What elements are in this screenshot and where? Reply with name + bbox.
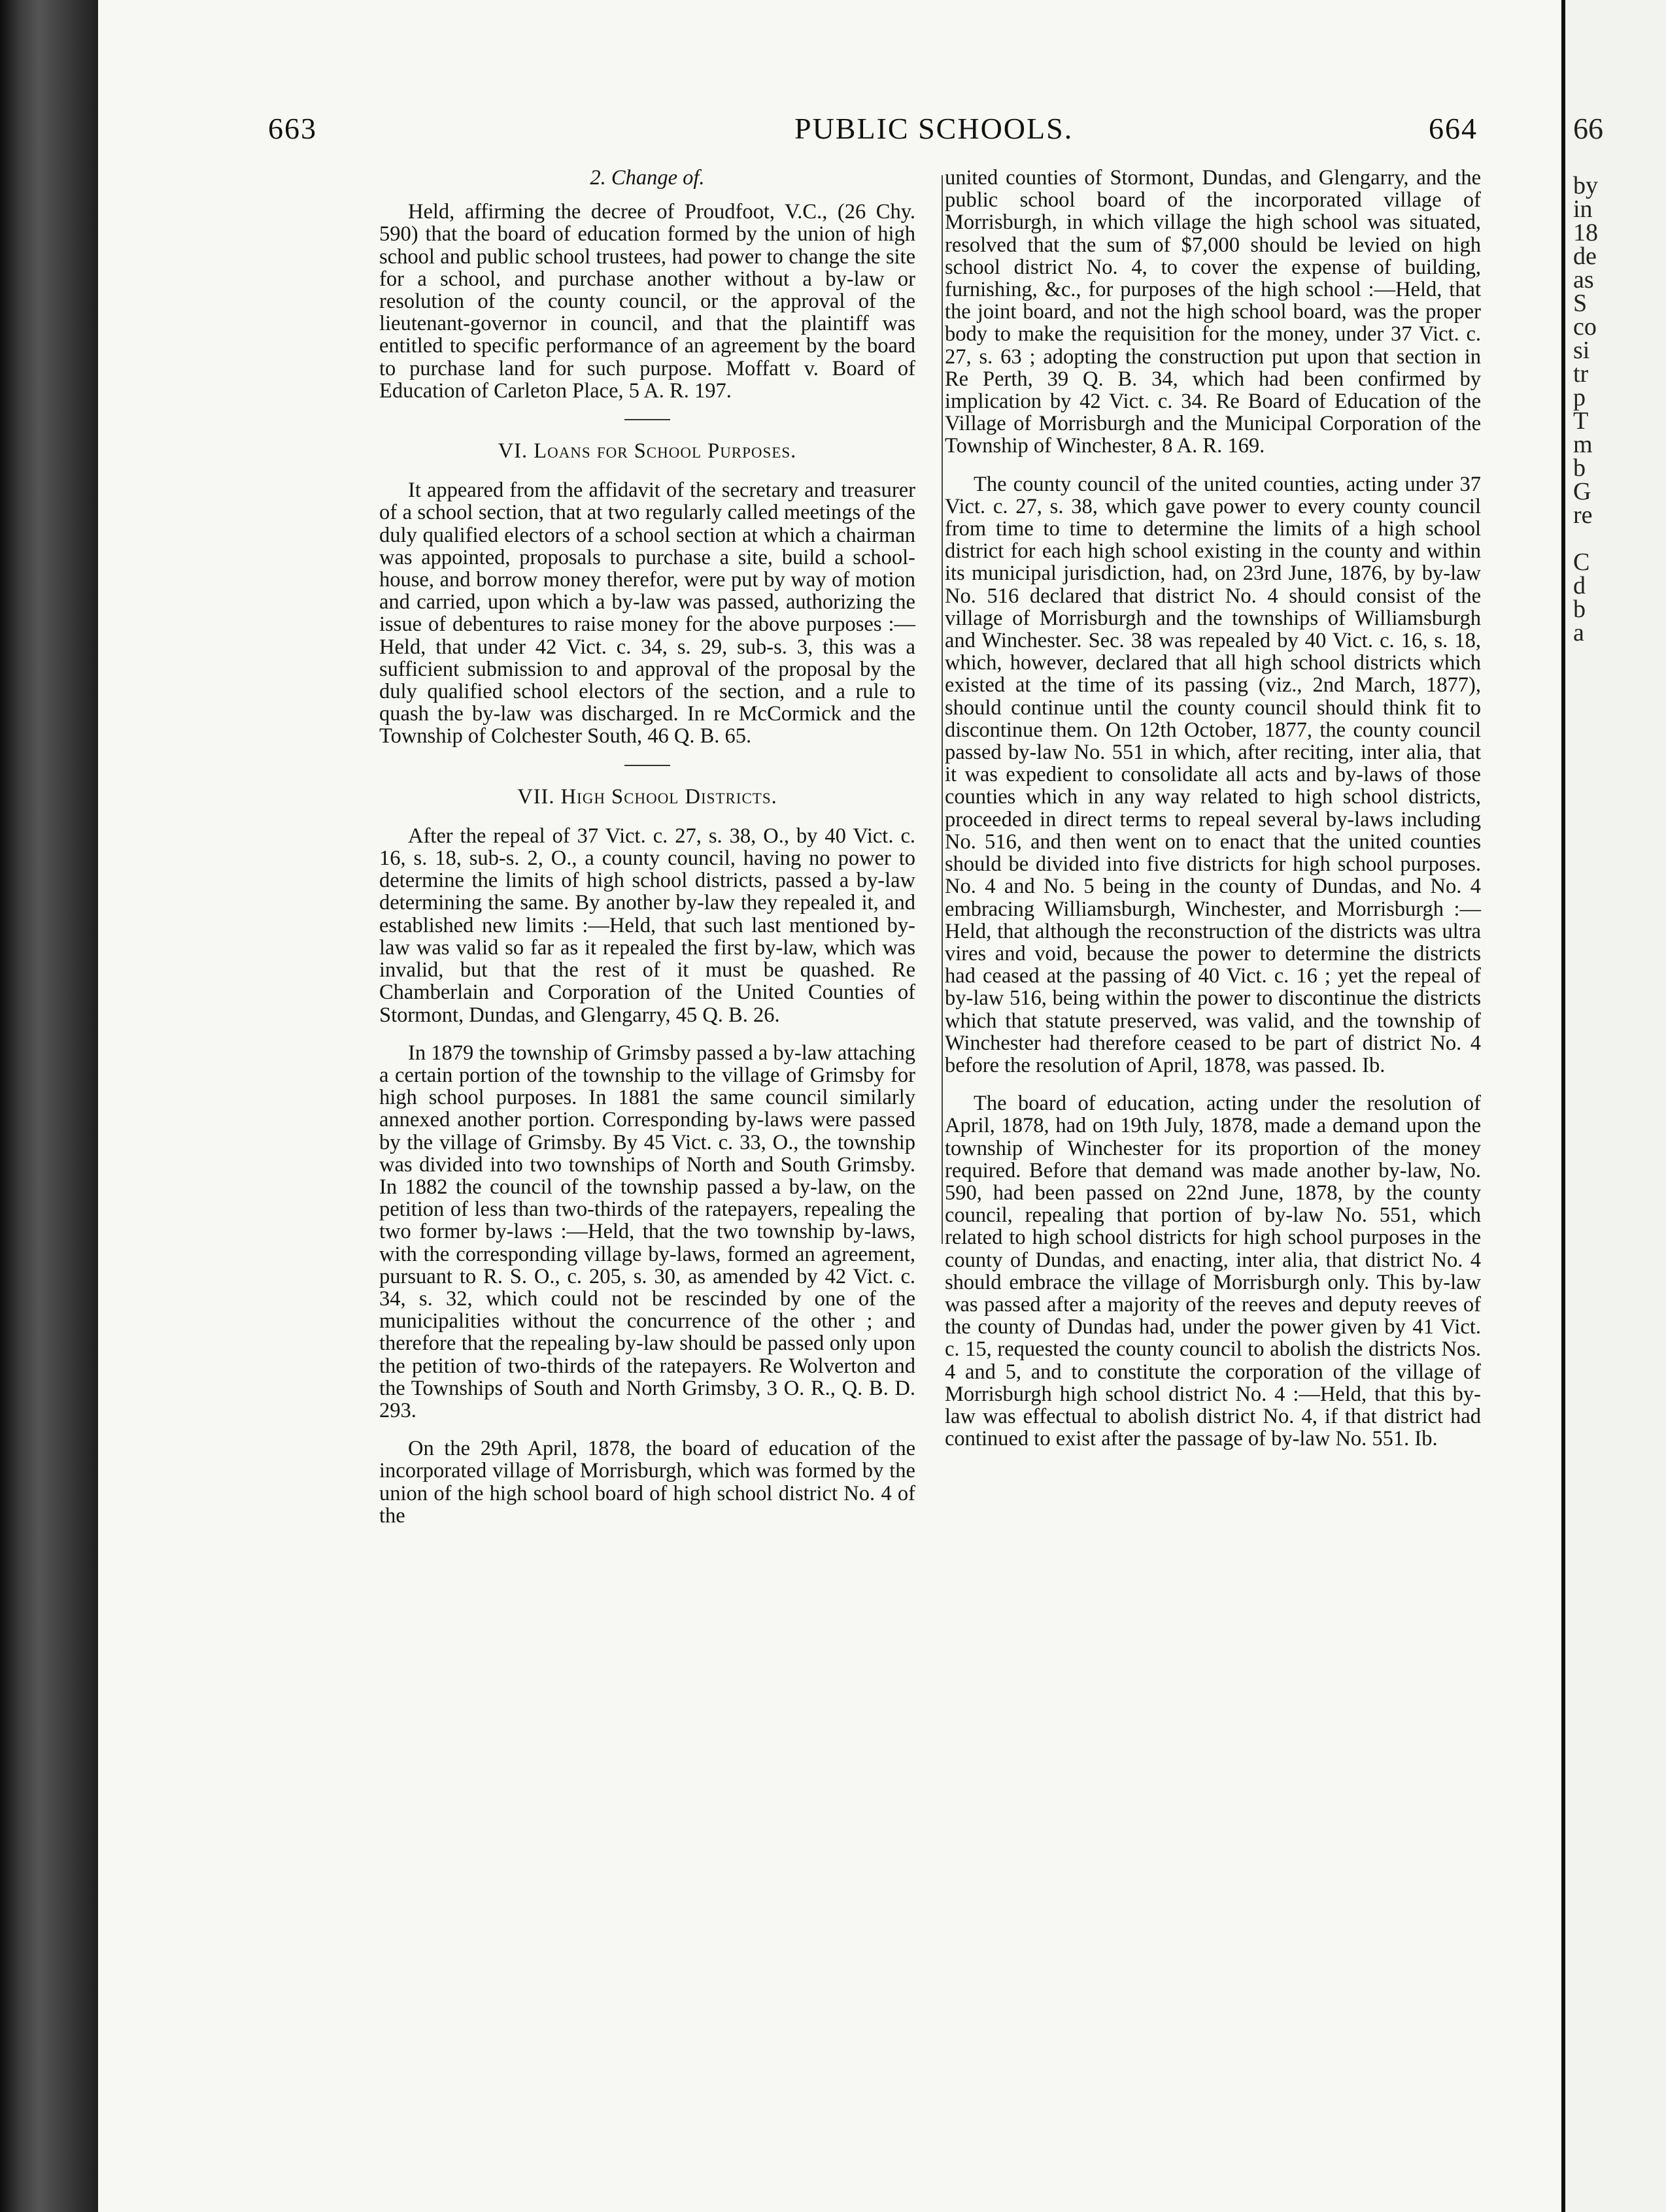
section-divider bbox=[624, 419, 670, 420]
edge-fragment: d bbox=[1573, 572, 1586, 599]
paragraph-board-of-education: The board of education, acting under the resolution of April, 1878, had on 19th July, 1878, made a demand upon the township of Winchester for its proportion of the money required. Before that demand was made another by-law, No. 590, had been passed on 22nd June, 1878, by the county council, repealing that portion of by-law No. 551, which related to high school districts for high school purposes in the county of Dundas, and enacting, inter alia, that district No. 4 should embrace the village of Morrisburgh only. This by-law was passed after a majority of the reeves and deputy reeves of the county of Dundas had, under the power given by 41 Vict. c. 15, requested the county council to abolish the districts Nos. 4 and 5, and to constitute the corporation of the village of Morrisburgh high school district No. 4 :—Held, that this by-law was effectual to abolish district No. 4, if that district had continued to exist after the passage of by-law No. 551. Ib. bbox=[945, 1092, 1481, 1451]
paragraph-mccormick: It appeared from the affidavit of the secretary and treasurer of a school section, that at two regularly called meetings of the duly qualified electors of a school section at which a chairman was appointed, proposals to purchase a site, build a school-house, and borrow money therefor, were put by way of motion and carried, upon which a by-law was passed, authorizing the issue of debentures to raise money for the above purposes :—Held, that under 42 Vict. c. 34, s. 29, sub-s. 3, this was a sufficient submission to and approval of the proposal by the duly qualified school electors of the section, and a rule to quash the by-law was discharged. In re McCormick and the Township of Colchester South, 46 Q. B. 65. bbox=[379, 478, 915, 748]
left-text-column bbox=[379, 167, 915, 1543]
next-page-number-fragment: 66 bbox=[1573, 112, 1603, 145]
edge-fragment: co bbox=[1573, 313, 1597, 341]
edge-fragment: in bbox=[1573, 195, 1593, 223]
column-rule bbox=[942, 175, 943, 1244]
running-head-title: PUBLIC SCHOOLS. bbox=[794, 112, 1074, 145]
subheading-change-of: 2. Change of. bbox=[590, 166, 705, 190]
paragraph-wolverton: In 1879 the township of Grimsby passed a by-law attaching a certain portion of the township to the village of Grimsby for high school purposes. In 1881 the same council similarly annexed another portion. Corresponding by-laws were passed by the village of Grimsby. By 45 Vict. c. 33, O., the township was divided into two townships of North and South Grimsby. In 1882 the council of the township passed a by-law, on the petition of less than two-thirds of the ratepayers, repealing the two former by-laws :—Held, that the two township by-laws, with the corresponding village by-laws, formed an agreement, pursuant to R. S. O., c. 205, s. 30, as amended by 42 Vict. c. 34, s. 32, which could not be rescinded by one of the municipalities without the concurrence of the other ; and therefore that the repealing by-law should be passed only upon the petition of two-thirds of the ratepayers. Re Wolverton and the Townships of South and North Grimsby, 3 O. R., Q. B. D. 293. bbox=[379, 1041, 915, 1422]
right-text-column bbox=[945, 167, 1481, 1466]
paragraph-county-council: The county council of the united counties, acting under 37 Vict. c. 27, s. 38, which gave power to every county council from time to time to determine the limits of a high school district for each high school existing in the county and within its municipal jurisdiction, had, on 23rd June, 1876, by by-law No. 516 declared that district No. 4 should consist of the village of Morrisburgh and the townships of Williamsburgh and Winchester. Sec. 38 was repealed by 40 Vict. c. 16, s. 18, which, however, declared that all high school districts which existed at the time of its passing (viz., 2nd March, 1877), should continue until the county council should think fit to discontinue them. On 12th October, 1877, the county council passed by-law No. 551 in which, after reciting, inter alia, that it was expedient to consolidate all acts and by-laws of those counties which in any way related to high school districts, proceeded in direct terms to repeal several by-laws including No. 516, and then went on to enact that the united counties should be divided into five districts for high school purposes. No. 4 and No. 5 being in the county of Dundas, and No. 4 embracing Williamsburgh, Winchester, and Morrisburgh :—Held, that although the reconstruction of the districts was ultra vires and void, because the power to determine the districts had ceased at the passing of 40 Vict. c. 16 ; yet the repeal of by-law 516, being within the power to discontinue the districts which that statute preserved, was valid, and the township of Winchester had therefore ceased to be part of district No. 4 before the resolution of April, 1878, was passed. Ib. bbox=[945, 472, 1481, 1077]
edge-fragment: T bbox=[1573, 407, 1589, 435]
section-heading-loans: VI. Loans for School Purposes. bbox=[498, 439, 797, 463]
paragraph-moffatt: Held, affirming the decree of Proudfoot, V.C., (26 Chy. 590) that the board of education formed by the union of high school and public school trustees, had power to change the site for a school, and purchase another without a by-law or resolution of the county council, or the approval of the lieutenant-governor in council, and that the plaintiff was entitled to specific performance of an agreement by the board to purchase land for such purpose. Moffatt v. Board of Education of Carleton Place, 5 A. R. 197. bbox=[379, 200, 915, 403]
paragraph-chamberlain: After the repeal of 37 Vict. c. 27, s. 38, O., by 40 Vict. c. 16, s. 18, sub-s. 2, O., a county council, having no power to determine the limits of high school districts, passed a by-law determining the same. By another by-law they repealed it, and established new limits :—Held, that such last mentioned by-law was valid so far as it repealed the first by-law, which was invalid, but that the rest of it must be quashed. Re Chamberlain and Corporation of the United Counties of Stormont, Dundas, and Glengarry, 45 Q. B. 26. bbox=[379, 824, 915, 1027]
edge-fragment: a bbox=[1573, 619, 1584, 646]
right-page-number: 664 bbox=[1429, 112, 1478, 145]
edge-fragment: by bbox=[1573, 172, 1598, 199]
edge-fragment: re bbox=[1573, 501, 1593, 529]
edge-fragment: S bbox=[1573, 290, 1588, 317]
edge-fragment: si bbox=[1573, 337, 1590, 364]
section-divider bbox=[624, 765, 670, 766]
edge-fragment: tr bbox=[1573, 360, 1589, 388]
paragraph-morrisburgh-continued: united counties of Stormont, Dundas, and Glengarry, and the public school board of the incorporated village of Morrisburgh, in which village the high school was situated, resolved that the sum of $7,000 should be levied on high school district No. 4, to cover the expense of building, furnishing, &c., for purposes of the high school :—Held, that the joint board, and not the high school board, was the proper body to make the requisition for the money, under 37 Vict. c. 27, s. 63 ; adopting the construction put upon that section in Re Perth, 39 Q. B. 34, which had been confirmed by implication by 42 Vict. c. 34. Re Board of Education of the Village of Morrisburgh and the Municipal Corporation of the Township of Winchester, 8 A. R. 169. bbox=[945, 166, 1481, 458]
edge-fragment: as bbox=[1573, 266, 1594, 293]
edge-fragment: de bbox=[1573, 243, 1597, 270]
section-heading-districts: VII. High School Districts. bbox=[517, 784, 777, 809]
edge-fragment: G bbox=[1573, 478, 1591, 505]
edge-fragment: m bbox=[1573, 431, 1593, 458]
left-page-number: 663 bbox=[268, 112, 317, 145]
edge-fragment: b bbox=[1573, 454, 1586, 482]
next-page-edge bbox=[1561, 0, 1666, 2212]
edge-fragment: 18 bbox=[1573, 219, 1598, 246]
book-spine bbox=[0, 0, 98, 2212]
edge-fragment: b bbox=[1573, 595, 1586, 623]
paragraph-morrisburgh-start: On the 29th April, 1878, the board of education of the incorporated village of Morrisburgh, which was formed by the union of the high school board of high school district No. 4 of the bbox=[379, 1437, 915, 1528]
edge-fragment: C bbox=[1573, 548, 1590, 576]
edge-fragment: p bbox=[1573, 384, 1586, 411]
